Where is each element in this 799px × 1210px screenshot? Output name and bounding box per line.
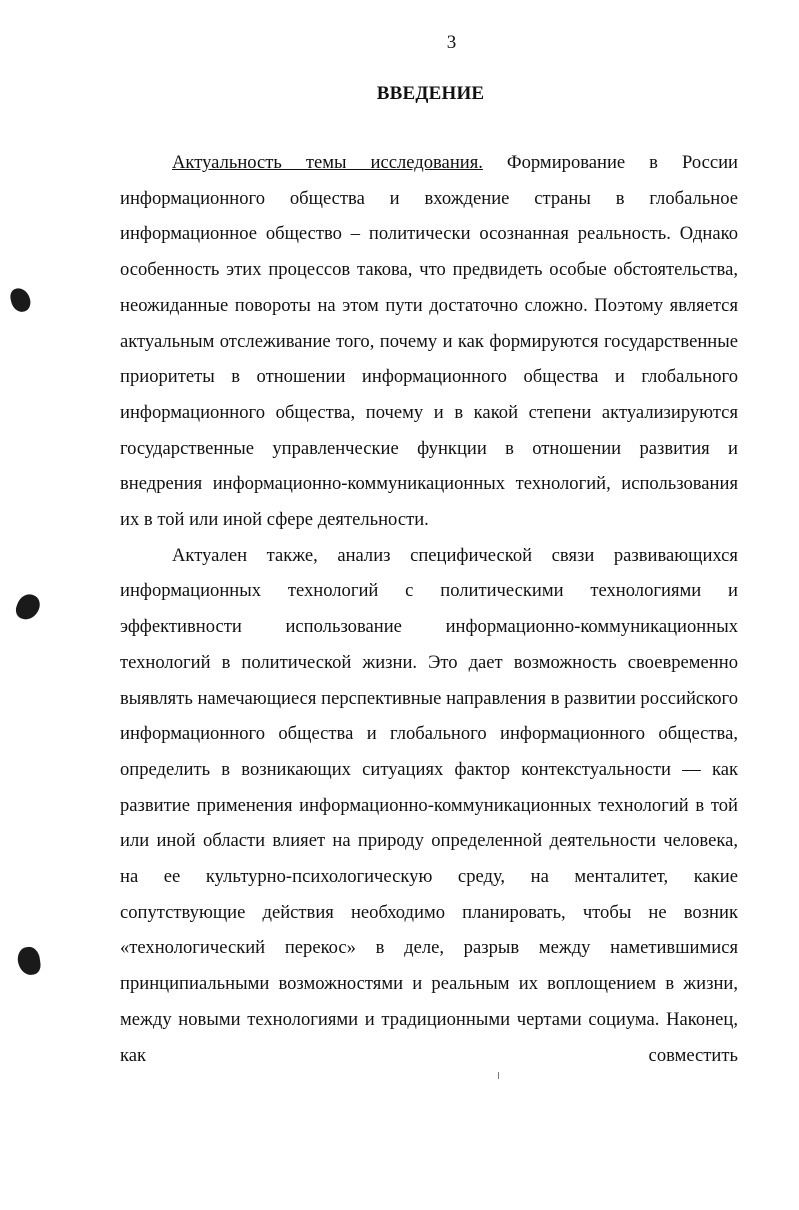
body-text [120, 145, 738, 1073]
paragraph-text: Формирование в России информационного общества и вхождение страны в глобальное информационное общество – политически осознанная реальность. Однако особенность этих процессов такова, что предвидеть особые обстоятельства, неожиданные повороты на этом пути достаточно сложно. Поэтому является актуальным отслеживание того, почему и как формируются государственные приоритеты в отношении информационного общества и глобального информационного общества, почему и в какой степени актуализируются государственные управленческие функции в отношении развития и внедрения информационно-коммуникационных технологий, использования их в той или иной сфере деятельности. [120, 152, 738, 531]
scan-blot-middle [13, 591, 43, 623]
page-number: 3 [446, 32, 457, 53]
paragraph-text: Актуален также, анализ специфической связи развивающихся информационных технологий с политическими технологиями и эффективности использование информационно-коммуникационных технологий в политической жизни. Это дает возможность своевременно выявлять намечающиеся перспективные направления в развитии российского информационного общества и глобального информационного общества, определить в возникающих ситуациях фактор контекстуальности — как развитие применения информационно-коммуникационных технологий в той или иной области влияет на природу определенной деятельности человека, на ее культурно-психологическую среду, на менталитет, какие сопутствующие действия необходимо планировать, чтобы не возник «технологический перекос» в деле, разрыв между наметившимися принципиальными возможностями и реальным их воплощением в жизни, между новыми технологиями и традиционными чертами социума. Наконец, как совместить [120, 544, 738, 1066]
scan-blot-top [9, 286, 33, 313]
section-heading-relevance: Актуальность темы исследования. [172, 152, 483, 173]
paragraph-relevance [120, 145, 738, 538]
scan-blot-bottom [16, 946, 42, 977]
paragraph-analysis [120, 538, 738, 1074]
scan-tick-mark [498, 1072, 499, 1079]
page-title: ВВЕДЕНИЕ [376, 83, 485, 104]
